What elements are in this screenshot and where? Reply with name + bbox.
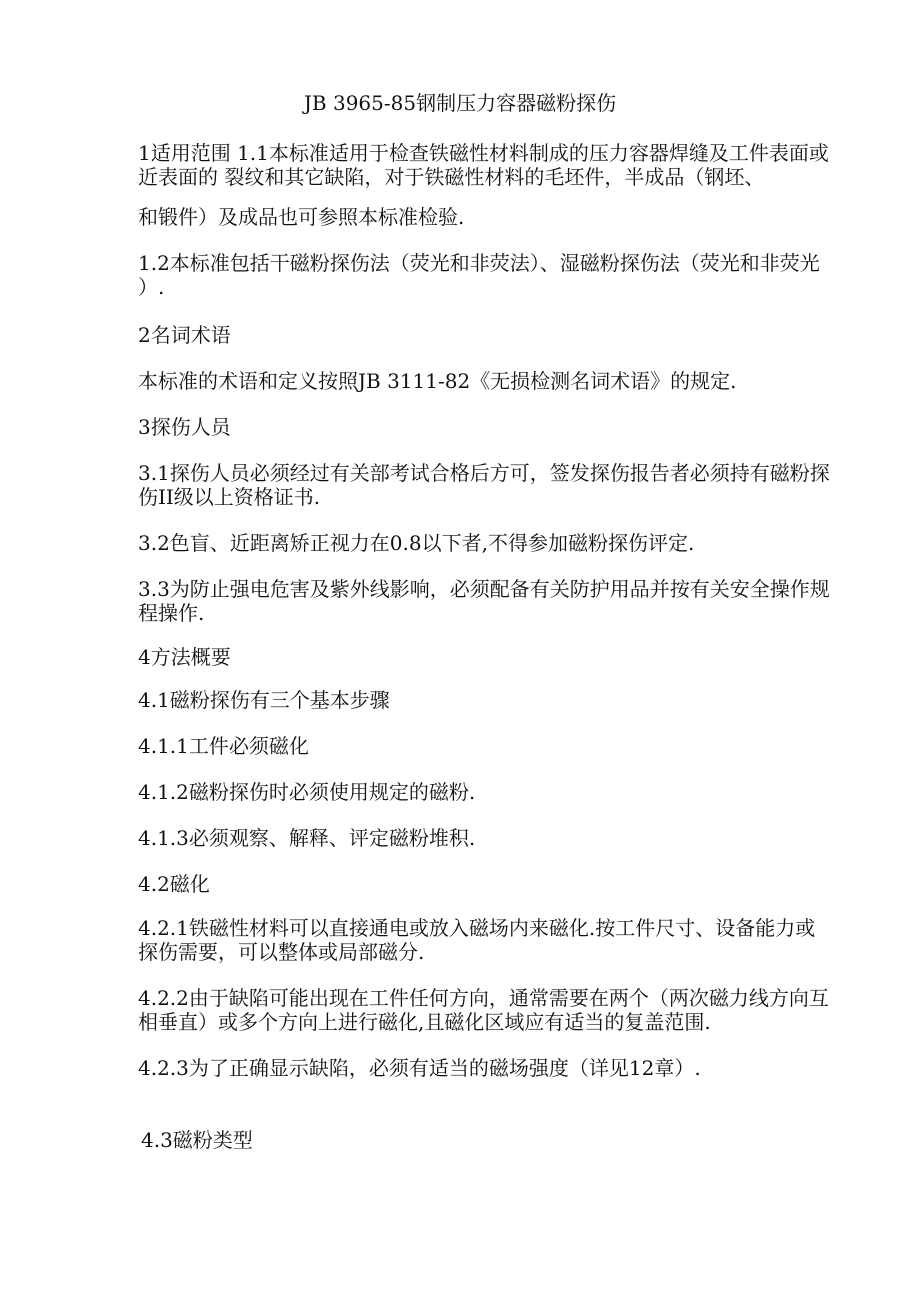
text-line: 4.2.2由于缺陷可能出现在工件任何方向，通常需要在两个（两次磁力线方向互 <box>138 986 829 1010</box>
section-heading: 2名词术语 <box>138 323 231 347</box>
text-line: 4.2.1铁磁性材料可以直接通电或放入磁场内来磁化.按工件尺寸、设备能力或 <box>138 916 816 940</box>
section-heading: 3探伤人员 <box>138 415 231 439</box>
text-line: 4.1.3必须观察、解释、评定磁粉堆积. <box>138 826 476 850</box>
text-line: 相垂直）或多个方向上进行磁化,且磁化区域应有适当的复盖范围. <box>138 1010 711 1034</box>
text-line: 4.1.1工件必须磁化 <box>138 734 309 758</box>
text-line: 本标准的术语和定义按照JB 3111-82《无损检测名词术语》的规定. <box>138 369 737 393</box>
section-heading: 4方法概要 <box>138 645 231 669</box>
text-line: 探伤需要，可以整体或局部磁分. <box>138 940 425 964</box>
text-line: 近表面的 裂纹和其它缺陷，对于铁磁性材料的毛坯件，半成品（钢坯、 <box>138 165 765 189</box>
text-line: 4.1磁粉探伤有三个基本步骤 <box>138 688 390 712</box>
text-line: 4.1.2磁粉探伤时必须使用规定的磁粉. <box>138 780 476 804</box>
text-line: 4.2磁化 <box>138 872 210 896</box>
text-line: ）. <box>138 275 165 299</box>
text-line: 程操作. <box>138 601 205 625</box>
text-line: 1适用范围 1.1本标准适用于检查铁磁性材料制成的压力容器焊缝及工件表面或 <box>138 141 829 165</box>
text-line: 4.3磁粉类型 <box>141 1128 253 1152</box>
text-line: 3.3为防止强电危害及紫外线影响，必须配备有关防护用品并按有关安全操作规 <box>138 577 830 601</box>
text-line: 3.1探伤人员必须经过有关部考试合格后方可，签发探伤报告者必须持有磁粉探 <box>138 461 830 485</box>
text-line: 和锻件）及成品也可参照本标准检验. <box>138 205 465 229</box>
text-line: 1.2本标准包括干磁粉探伤法（荧光和非荧法）、湿磁粉探伤法（荧光和非荧光 <box>138 251 820 275</box>
document-title: JB 3965-85钢制压力容器磁粉探伤 <box>303 91 617 115</box>
text-line: 3.2色盲、近距离矫正视力在0.8以下者,不得参加磁粉探伤评定. <box>138 531 695 555</box>
text-line: 4.2.3为了正确显示缺陷，必须有适当的磁场强度（详见12章）. <box>138 1056 701 1080</box>
text-line: 伤II级以上资格证书. <box>138 485 321 509</box>
